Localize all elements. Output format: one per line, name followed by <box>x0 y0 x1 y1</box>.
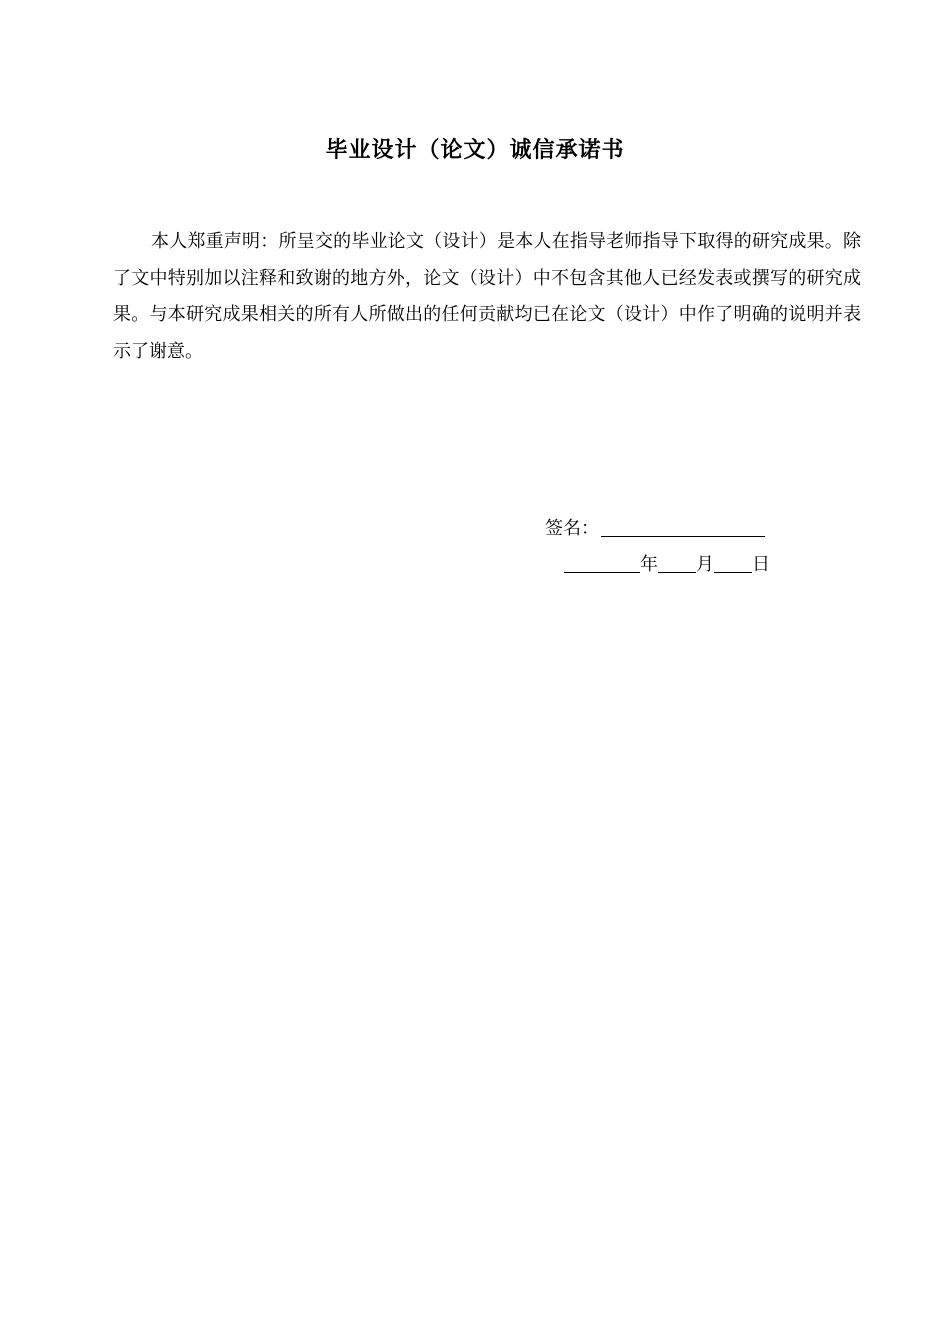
month-blank <box>658 550 696 573</box>
document-title: 毕业设计（论文）诚信承诺书 <box>325 138 625 163</box>
day-blank <box>714 550 752 573</box>
signature-label: 签名： <box>545 518 599 539</box>
year-blank <box>564 550 640 573</box>
integrity-statement: 本人郑重声明：所呈交的毕业论文（设计）是本人在指导老师指导下取得的研究成果。除了文中特别加以注释和致谢的地方外，论文（设计）中不包含其他人已经发表或撰写的研究成果。与本研究成果相关的所有人所做出的任何贡献均已在论文（设计）中作了明确的说明并表示了谢意。 <box>113 231 861 362</box>
day-label: 日 <box>752 554 770 575</box>
year-label: 年 <box>640 554 658 575</box>
signature-row <box>545 514 765 544</box>
month-label: 月 <box>696 554 714 575</box>
date-row <box>564 550 770 580</box>
signature-blank <box>601 514 765 537</box>
